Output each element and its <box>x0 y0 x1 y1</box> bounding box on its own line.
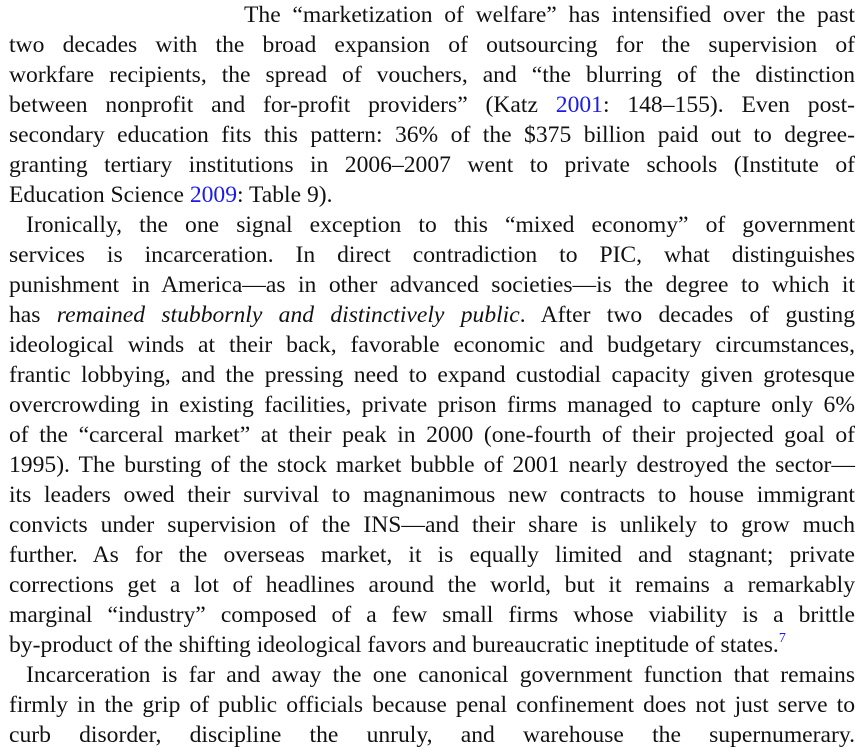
text-line: further. As for the overseas market, it is equally limited and stagnant; private <box>9 542 855 568</box>
text-segment: Education Science <box>9 182 190 208</box>
text-line: 1995). The bursting of the stock market bubble of 2001 nearly destroyed the sector— <box>9 452 855 478</box>
text-line: workfare recipients, the spread of vouchers, and “the blurring of the distinction <box>9 62 855 88</box>
text-segment: has <box>9 302 57 328</box>
text-line: marginal “industry” composed of a few small firms whose viability is a brittle <box>9 602 855 628</box>
citation-link-ies-2009[interactable]: 2009 <box>189 182 237 208</box>
footnote-link-7[interactable]: 7 <box>778 631 786 646</box>
text-line: punishment in America—as in other advanced societies—is the degree to which it <box>9 272 855 298</box>
text-segment: by-product of the shifting ideological favors and bureaucratic ineptitude of states. <box>9 632 779 658</box>
text-line <box>9 300 855 330</box>
text-line: frantic lobbying, and the pressing need to expand custodial capacity given grotesque <box>9 362 855 388</box>
text-segment: between nonprofit and for-profit providers” (Katz <box>9 92 556 118</box>
text-line: two decades with the broad expansion of outsourcing for the supervision of <box>9 32 855 58</box>
text-line: convicts under supervision of the INS—and their share is unlikely to grow much <box>9 512 855 538</box>
citation-link-katz-2001[interactable]: 2001 <box>555 92 603 118</box>
text-segment: . After two decades of gusting <box>519 302 855 328</box>
text-line <box>9 90 855 120</box>
text-line <box>9 630 855 660</box>
text-line: Incarceration is far and away the one canonical government function that remains <box>26 662 855 688</box>
text-line: of the “carceral market” at their peak in 2000 (one-fourth of their projected goal of <box>9 422 855 448</box>
text-segment: : Table 9). <box>237 182 333 208</box>
text-line: granting tertiary institutions in 2006–2007 went to private schools (Institute of <box>9 152 855 178</box>
text-line: The “marketization of welfare” has intensified over the past <box>244 2 855 28</box>
text-line <box>9 180 855 210</box>
emphasis-text: remained stubbornly and distinctively public <box>56 302 520 328</box>
text-line: services is incarceration. In direct contradiction to PIC, what distinguishes <box>9 242 855 268</box>
text-line: corrections get a lot of headlines around the world, but it remains a remarkably <box>9 572 855 598</box>
text-line: overcrowding in existing facilities, private prison firms managed to capture only 6% <box>9 392 855 418</box>
text-line: secondary education fits this pattern: 36% of the $375 billion paid out to degree- <box>9 122 855 148</box>
text-line: its leaders owed their survival to magnanimous new contracts to house immigrant <box>9 482 855 508</box>
text-line: Ironically, the one signal exception to this “mixed economy” of government <box>26 212 855 238</box>
text-segment: : 148–155). Even post- <box>602 92 855 118</box>
text-line: curb disorder, discipline the unruly, and warehouse the supernumerary. <box>9 722 855 748</box>
text-line: ideological winds at their back, favorable economic and budgetary circumstances, <box>9 332 855 358</box>
text-line: firmly in the grip of public officials because penal confinement does not just serve to <box>9 692 855 718</box>
